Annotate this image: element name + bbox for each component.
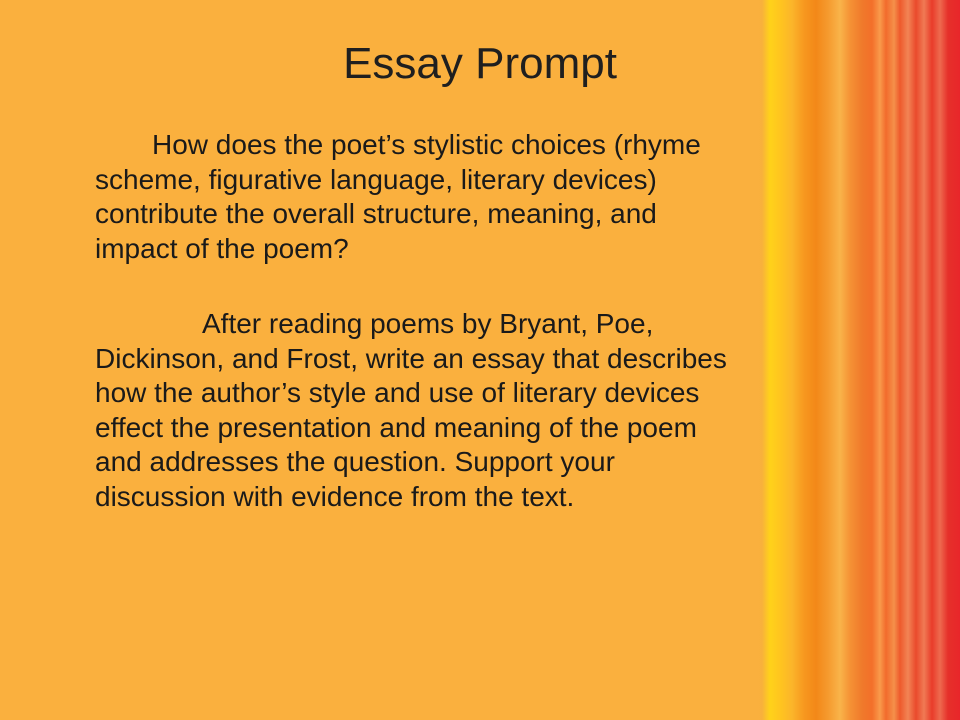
decorative-stripes — [758, 0, 960, 720]
prompt-question-paragraph: How does the poet’s stylistic choices (rhyme scheme, figurative language, literary devices) contribute the overall structure, meaning, and impact of the poem? — [95, 129, 701, 264]
slide-body — [95, 128, 745, 514]
slide-title: Essay Prompt — [343, 39, 617, 88]
prompt-instructions-paragraph: After reading poems by Bryant, Poe, Dickinson, and Frost, write an essay that describes how the author’s style and use of literary devices effect the presentation and meaning of the poem and addresses the question. Support your discussion with evidence from the text. — [95, 308, 727, 512]
